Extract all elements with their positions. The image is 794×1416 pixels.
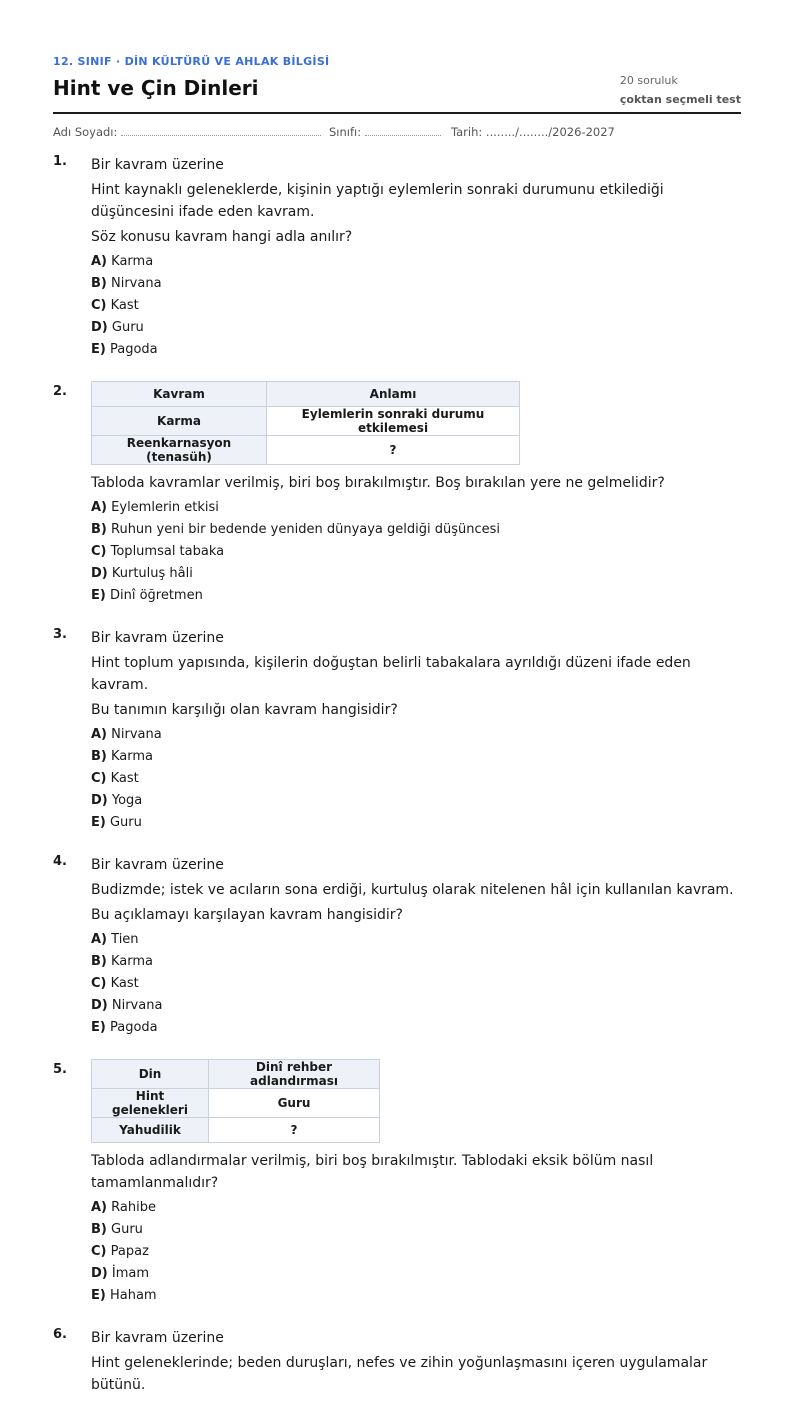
- table-cell: Guru: [209, 1089, 380, 1118]
- page-title: Hint ve Çin Dinleri: [53, 76, 259, 100]
- option-d[interactable]: D) İmam: [91, 1266, 150, 1281]
- question-number: 2.: [53, 384, 67, 399]
- question-6: [53, 1327, 741, 1396]
- date-field[interactable]: [451, 125, 615, 139]
- question-stem: Bu tanımın karşılığı olan kavram hangisidir?: [91, 702, 398, 718]
- table-header: Dinî rehber adlandırması: [209, 1060, 380, 1089]
- question-number: 6.: [53, 1327, 67, 1342]
- test-type: çoktan seçmeli test: [619, 93, 741, 106]
- table-header: Din: [92, 1060, 209, 1089]
- question-number: 1.: [53, 154, 67, 169]
- question-1: [53, 154, 741, 361]
- worksheet-page: [53, 0, 741, 1416]
- option-c[interactable]: C) Kast: [91, 976, 139, 991]
- table-header: Anlamı: [267, 382, 520, 407]
- option-d[interactable]: D) Kurtuluş hâli: [91, 566, 193, 581]
- question-5: [53, 1059, 741, 1307]
- religion-table: [91, 1059, 380, 1143]
- table-row: [92, 436, 520, 465]
- option-d[interactable]: D) Guru: [91, 320, 144, 335]
- table-row: [92, 1089, 380, 1118]
- test-meta: [620, 71, 741, 109]
- table-cell: Reenkarnasyon (tenasüh): [92, 436, 267, 465]
- option-a[interactable]: A) Nirvana: [91, 727, 162, 742]
- question-text: Hint geleneklerinde; beden duruşları, nefes ve zihin yoğunlaşmasını içeren uygulamalar bütünü.: [91, 1355, 708, 1393]
- table-cell: Yahudilik: [92, 1118, 209, 1143]
- question-intro: Bir kavram üzerine: [91, 630, 224, 646]
- table-header-row: [92, 382, 520, 407]
- question-stem: Söz konusu kavram hangi adla anılır?: [91, 229, 353, 245]
- question-text: Budizmde; istek ve acıların sona erdiği, kurtuluş olarak nitelenen hâl için kullanılan kavram.: [91, 882, 734, 898]
- options: [91, 724, 741, 834]
- option-a[interactable]: A) Rahibe: [91, 1200, 156, 1215]
- date-label: Tarih:: [451, 125, 483, 139]
- table-row: [92, 1118, 380, 1143]
- name-field[interactable]: [53, 125, 321, 139]
- question-number: 5.: [53, 1062, 67, 1077]
- question-intro: Bir kavram üzerine: [91, 857, 224, 873]
- concept-table: [91, 381, 520, 465]
- question-2: [53, 381, 741, 607]
- option-a[interactable]: A) Karma: [91, 254, 154, 269]
- option-e[interactable]: E) Dinî öğretmen: [91, 588, 203, 603]
- option-e[interactable]: E) Haham: [91, 1288, 157, 1303]
- option-b[interactable]: B) Karma: [91, 954, 154, 969]
- option-a[interactable]: A) Eylemlerin etkisi: [91, 500, 219, 515]
- option-b[interactable]: B) Guru: [91, 1222, 143, 1237]
- name-blank: [121, 125, 321, 136]
- table-cell: Eylemlerin sonraki durumu etkilemesi: [267, 407, 520, 436]
- table-row: [92, 407, 520, 436]
- question-stem: Bu açıklamayı karşılayan kavram hangisidir?: [91, 907, 403, 923]
- option-e[interactable]: E) Guru: [91, 815, 142, 830]
- student-info-row: [53, 114, 741, 154]
- option-b[interactable]: B) Nirvana: [91, 276, 162, 291]
- option-d[interactable]: D) Yoga: [91, 793, 143, 808]
- option-e[interactable]: E) Pagoda: [91, 342, 158, 357]
- question-intro: Bir kavram üzerine: [91, 1330, 224, 1346]
- option-c[interactable]: C) Papaz: [91, 1244, 149, 1259]
- option-b[interactable]: B) Ruhun yeni bir bedende yeniden dünyaya geldiği düşüncesi: [91, 522, 501, 537]
- option-a[interactable]: A) Tien: [91, 932, 139, 947]
- class-blank: [365, 125, 441, 136]
- class-field[interactable]: [329, 125, 441, 139]
- options: [91, 497, 741, 607]
- options: [91, 1197, 741, 1307]
- question-stem: Tabloda kavramlar verilmiş, biri boş bırakılmıştır. Boş bırakılan yere ne gelmelidir?: [91, 475, 665, 491]
- options: [91, 251, 741, 361]
- table-cell: ?: [209, 1118, 380, 1143]
- question-text: Hint kaynaklı geleneklerde, kişinin yaptığı eylemlerin sonraki durumunu etkilediği düşüncesini ifade eden kavram.: [91, 182, 664, 220]
- course-label: 12. SINIF · DİN KÜLTÜRÜ VE AHLAK BİLGİSİ: [53, 55, 330, 68]
- question-intro: Bir kavram üzerine: [91, 157, 224, 173]
- option-b[interactable]: B) Karma: [91, 749, 154, 764]
- options: [91, 929, 741, 1039]
- question-count: 20 soruluk: [619, 74, 678, 87]
- question-4: [53, 854, 741, 1039]
- question-number: 4.: [53, 854, 67, 869]
- date-value: ......../......../2026-2027: [485, 125, 615, 139]
- option-c[interactable]: C) Toplumsal tabaka: [91, 544, 225, 559]
- table-cell: Hint gelenekleri: [92, 1089, 209, 1118]
- class-label: Sınıfı:: [329, 125, 362, 139]
- option-e[interactable]: E) Pagoda: [91, 1020, 158, 1035]
- table-cell: Karma: [92, 407, 267, 436]
- name-label: Adı Soyadı:: [53, 125, 118, 139]
- option-c[interactable]: C) Kast: [91, 771, 139, 786]
- worksheet-header: [53, 0, 741, 114]
- question-3: [53, 627, 741, 834]
- option-d[interactable]: D) Nirvana: [91, 998, 163, 1013]
- table-header-row: [92, 1060, 380, 1089]
- question-stem: Tabloda adlandırmalar verilmiş, biri boş bırakılmıştır. Tablodaki eksik bölüm nasıl tamamlanmalıdır?: [91, 1153, 654, 1191]
- table-cell: ?: [267, 436, 520, 465]
- question-number: 3.: [53, 627, 67, 642]
- option-c[interactable]: C) Kast: [91, 298, 139, 313]
- table-header: Kavram: [92, 382, 267, 407]
- question-text: Hint toplum yapısında, kişilerin doğuştan belirli tabakalara ayrıldığı düzeni ifade eden kavram.: [91, 655, 691, 693]
